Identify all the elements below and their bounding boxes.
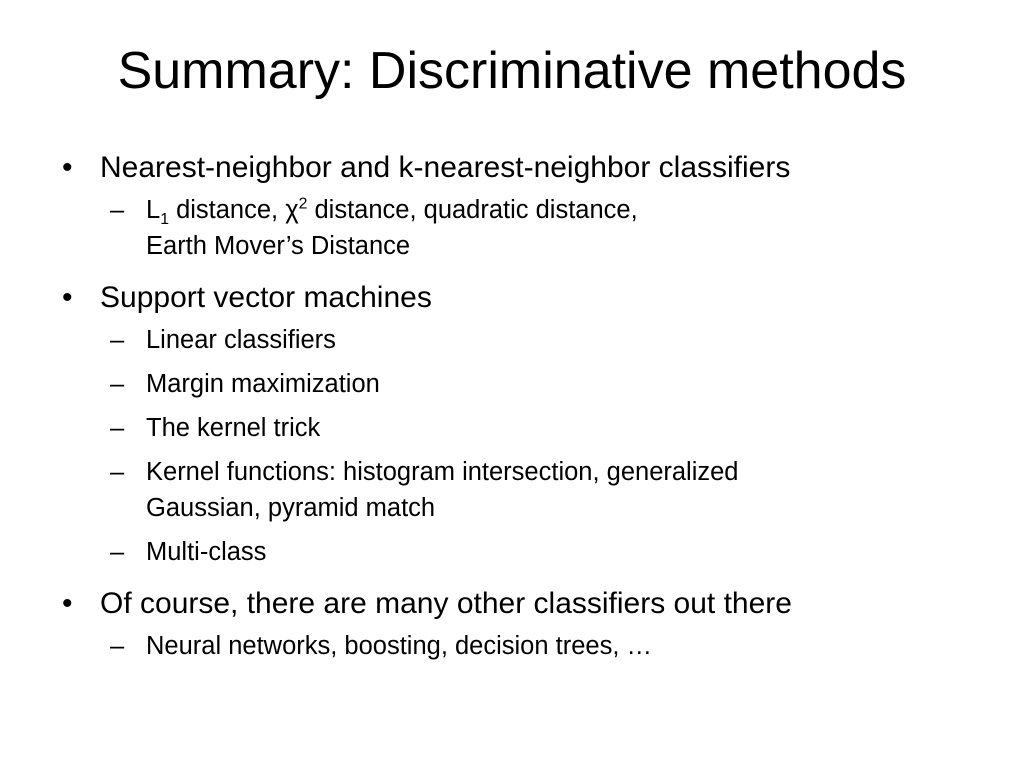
sub-item [58,454,958,526]
sub-item [58,366,958,402]
sub-item [58,628,958,664]
sub-item [58,410,958,446]
bullet-dot-icon: • [62,587,73,620]
dash-icon: – [110,326,125,354]
sub-text-line1: Kernel functions: histogram intersection, generalized [146,458,739,486]
l1-after: distance, χ [168,196,299,224]
sub-text [146,196,638,260]
bullet-text: Nearest-neighbor and k-nearest-neighbor classifiers [100,151,791,184]
sub-item [58,322,958,358]
sub-text: Margin maximization [146,370,380,398]
l1-subscript: 1 [160,211,169,229]
bullet-item [58,148,958,188]
bullet-item [58,278,958,318]
bullet-dot-icon: • [62,151,73,184]
dash-icon: – [110,632,125,660]
dash-icon: – [110,196,125,224]
sub-text-line2: Gaussian, pyramid match [146,494,436,522]
dash-icon: – [110,414,125,442]
bullet-text: Support vector machines [100,281,432,314]
chi-after: distance, quadratic distance, [307,196,638,224]
bullet-text: Of course, there are many other classifiers out there [100,587,792,620]
bullet-item [58,584,958,624]
dash-icon: – [110,538,125,566]
sub-text: The kernel trick [146,414,321,442]
sub-text: Linear classifiers [146,326,336,354]
bullet-list [58,148,958,672]
sub-text [146,458,739,522]
sub-text: Neural networks, boosting, decision trees, … [146,632,652,660]
slide-title: Summary: Discriminative methods [117,42,907,100]
sub-text: Multi-class [146,538,267,566]
bullet-dot-icon: • [62,281,73,314]
sub-item [58,534,958,570]
chi-superscript: 2 [298,195,308,213]
l1-prefix: L [146,196,161,224]
sub-text-line2: Earth Mover’s Distance [146,232,411,260]
dash-icon: – [110,458,125,486]
dash-icon: – [110,370,125,398]
sub-item [58,192,958,264]
